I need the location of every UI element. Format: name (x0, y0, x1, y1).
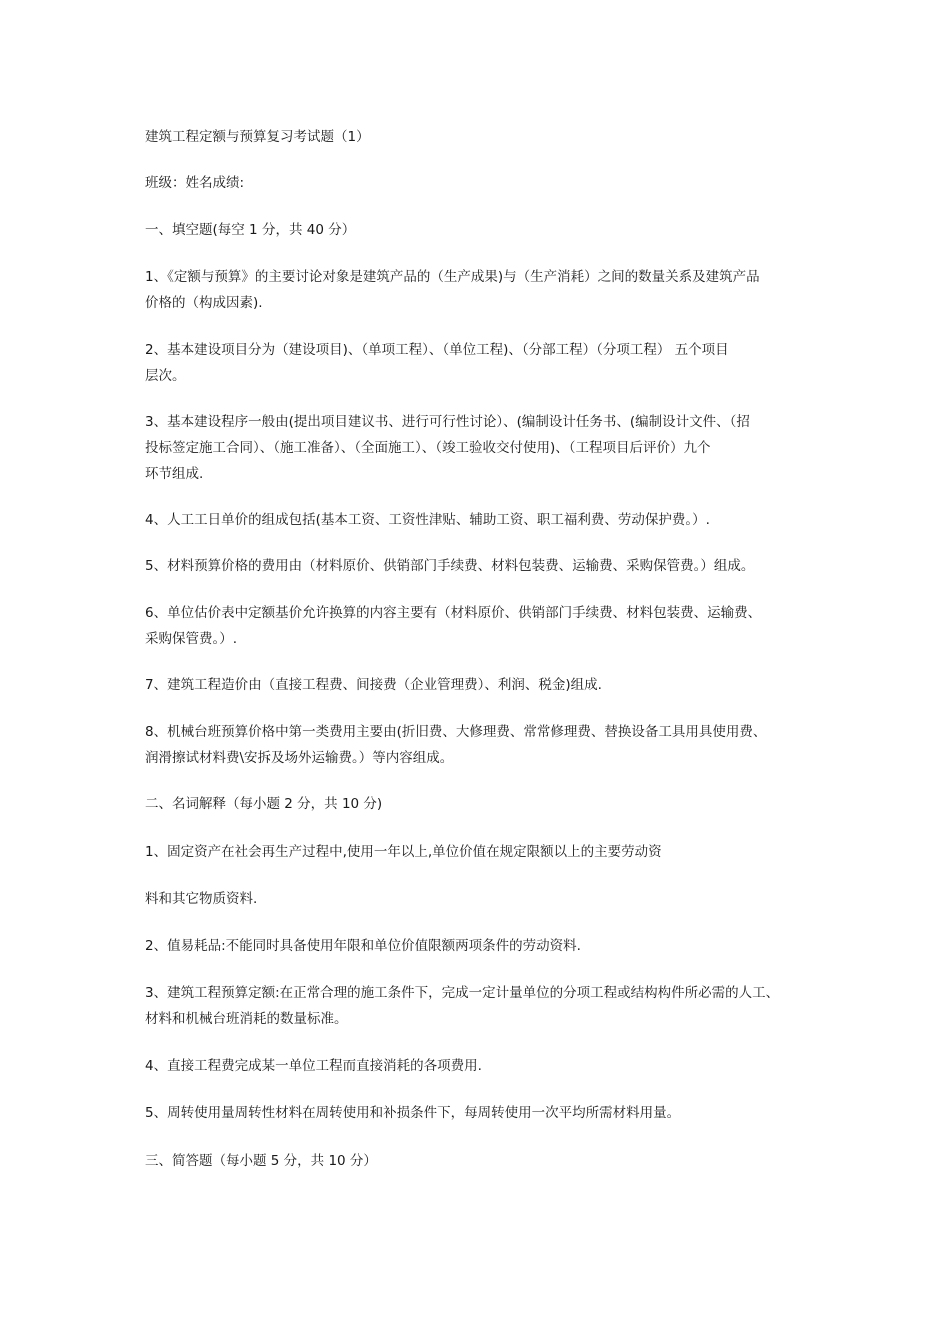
section-fill-in-heading: 一、填空题(每空 1 分，共 40 分） (145, 222, 356, 238)
section-definitions-heading: 二、名词解释（每小题 2 分，共 10 分) (145, 796, 383, 812)
question-1-line-1: 1、《定额与预算》的主要讨论对象是建筑产品的（生产成果)与（生产消耗）之间的数量关系及建筑产品 (145, 269, 760, 285)
question-6-line-2: 采购保管费。）. (145, 631, 238, 647)
definition-1-line-1: 1、固定资产在社会再生产过程中,使用一年以上,单位价值在规定限额以上的主要劳动资 (145, 844, 662, 860)
definition-3-line-1: 3、建筑工程预算定额:在正常合理的施工条件下，完成一定计量单位的分项工程或结构构件所必需的人工、 (145, 985, 780, 1001)
question-2-line-1: 2、基本建设项目分为（建设项目)、（单项工程）、（单位工程)、（分部工程）（分项工程） 五个项目 (145, 342, 729, 358)
definition-2: 2、值易耗品:不能同时具备使用年限和单位价值限额两项条件的劳动资料. (145, 938, 581, 954)
class-name-score-line: 班级：姓名成绩: (145, 175, 245, 191)
question-5: 5、材料预算价格的费用由（材料原价、供销部门手续费、材料包装费、运输费、采购保管费。）组成。 (145, 558, 755, 574)
question-4: 4、人工工日单价的组成包括(基本工资、工资性津贴、辅助工资、职工福利费、劳动保护费。）. (145, 512, 710, 528)
question-3-line-1: 3、基本建设程序一般由(提出项目建议书、进行可行性讨论）、(编制设计任务书、(编制设计文件、（招 (145, 414, 750, 430)
definition-3-line-2: 材料和机械台班消耗的数量标准。 (145, 1011, 348, 1027)
question-3-line-2: 投标签定施工合同）、（施工准备）、（全面施工）、（竣工验收交付使用)、（工程项目后评价）九个 (145, 440, 711, 456)
definition-1-line-2: 料和其它物质资料. (145, 891, 258, 907)
question-8-line-2: 润滑擦试材料费\安拆及场外运输费。）等内容组成。 (145, 750, 454, 766)
definition-4: 4、直接工程费完成某一单位工程而直接消耗的各项费用. (145, 1058, 482, 1074)
definition-5: 5、周转使用量周转性材料在周转使用和补损条件下，每周转使用一次平均所需材料用量。 (145, 1105, 681, 1121)
question-7: 7、建筑工程造价由（直接工程费、间接费（企业管理费）、利润、税金)组成. (145, 677, 602, 693)
question-3-line-3: 环节组成. (145, 466, 204, 482)
question-1-line-2: 价格的（构成因素). (145, 295, 263, 311)
question-2-line-2: 层次。 (145, 368, 186, 384)
question-8-line-1: 8、机械台班预算价格中第一类费用主要由(折旧费、大修理费、常常修理费、替换设备工具用具使用费、 (145, 724, 767, 740)
document-title: 建筑工程定额与预算复习考试题（1） (145, 129, 370, 145)
section-short-answer-heading: 三、简答题（每小题 5 分，共 10 分） (145, 1153, 377, 1169)
question-6-line-1: 6、单位估价表中定额基价允许换算的内容主要有（材料原价、供销部门手续费、材料包装费、运输费、 (145, 605, 762, 621)
